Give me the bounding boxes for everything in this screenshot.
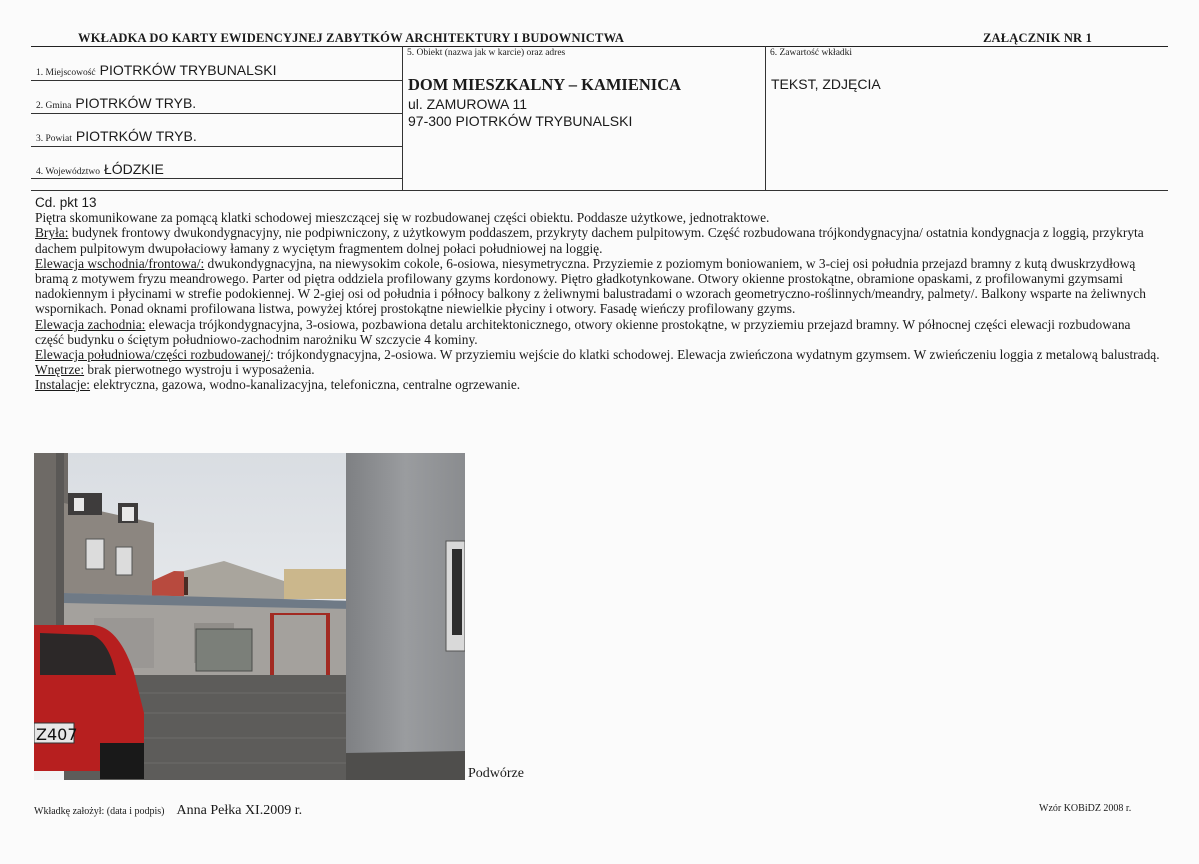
paragraph-south [35, 347, 1160, 377]
row-rule-2 [31, 113, 402, 114]
object-name: DOM MIESZKALNY – KAMIENICA [408, 75, 682, 94]
row-rule-1 [31, 80, 402, 81]
form-bottom-rule [31, 190, 1168, 191]
county-field [36, 128, 197, 146]
county-label: 3. Powiat [36, 134, 72, 144]
voivodeship-label: 4. Województwo [36, 167, 100, 177]
author-label: Wkładkę założył: (data i podpis) [34, 806, 165, 817]
install-text: elektryczna, gazowa, wodno-kanalizacyjna, telefoniczna, centralne ogrzewanie. [90, 377, 521, 393]
west-text: elewacja trójkondygnacyjna, 3-osiowa, pozbawiona detalu architektonicznego, otwory okienne prostokątne, w przyziemiu przejazd bramny. W północnej części elewacji rozbudowana część budynku o ściętym południowo-zachodnim narożniku W szczycie 4 kominy. [35, 316, 1131, 347]
courtyard-photo [34, 453, 465, 780]
description-text [35, 195, 1160, 393]
paragraph-bryla [35, 225, 1160, 255]
form-top-rule [31, 46, 1168, 47]
annex-label: ZAŁĄCZNIK NR 1 [983, 31, 1093, 45]
voivodeship-value: ŁÓDZKIE [103, 161, 164, 177]
commune-field [36, 95, 196, 113]
town-field [36, 62, 277, 80]
commune-label: 2. Gmina [36, 101, 72, 111]
paragraph-east [35, 256, 1160, 317]
county-value: PIOTRKÓW TRYB. [75, 128, 197, 144]
paragraph-intro: Piętra skomunikowane za pomącą klatki schodowej mieszczącej się w rozbudowanej części obiektu. Poddasze użytkowe, jednotraktowe. [35, 210, 770, 226]
town-value: PIOTRKÓW TRYBUNALSKI [99, 62, 277, 78]
photo-caption: Podwórze [468, 766, 524, 781]
paragraph-west [35, 317, 1160, 347]
divider-left [402, 46, 403, 190]
object-city: 97-300 PIOTRKÓW TRYBUNALSKI [408, 113, 633, 129]
bryla-text: budynek frontowy dwukondygnacyjny, nie podpiwniczony, z użytkowym poddaszem, przykryty dachem pulpitowym. Część rozbudowana trójkondygnacyjna/ ostatnia kondygnacja z loggią, przykryta dachem pulpitowym dwupołaciowy łamany z wyciętym fragmentem dolnej połaci południowej na loggię. [35, 225, 1144, 256]
car-plate-text: Z407 [36, 725, 78, 744]
south-text: : trójkondygnacyjna, 2-osiowa. W przyziemiu wejście do klatki schodowej. Elewacja zwieńczona wydatnym gzymsem. W zwieńczeniu loggia z metalową balustradą. [269, 347, 1160, 363]
section-heading: Cd. pkt 13 [35, 195, 97, 210]
east-text: dwukondygnacyjna, na niewysokim cokole, 6-osiowa, niesymetryczna. Przyziemie z poziomym boniowaniem, w 3-ciej osi południa przejazd bramny z kutą dwuskrzydłową bramą z motywem fryzu meandrowego. Parter od piętra oddziela profilowany gzyms kordonowy. Piętro gładkotynkowane. Otwory okienne prostokątne, obramione opaskami, z profilowanymi gzymsami nadokiennym i płycinami w strefie podokiennej. W 2-giej osi od południa i północy balkony z żeliwnymi balustradami o wzorach geometryczno-roślinnych/meandry, palmety/. Balkony wsparte na żeliwnych wspornikach. Ponad oknami profilowana listwa, powyżej której prostokątne niewielkie płyciny i otwory. Fasadę wieńczy profilowany gzyms. [35, 255, 1146, 317]
card-title: WKŁADKA DO KARTY EWIDENCYJNEJ ZABYTKÓW ARCHITEKTURY I BUDOWNICTWA [78, 31, 625, 45]
object-street: ul. ZAMUROWA 11 [408, 96, 528, 112]
courtyard-photo-drawing [34, 453, 465, 780]
paragraph-installations [35, 377, 1160, 392]
row-rule-3 [31, 146, 402, 147]
east-label: Elewacja wschodnia/frontowa/: [35, 255, 205, 271]
town-label: 1. Miejscowość [36, 68, 96, 78]
object-label: 5. Obiekt (nazwa jak w karcie) oraz adres [407, 48, 566, 58]
contents-label: 6. Zawartość wkładki [770, 48, 853, 58]
template-version: Wzór KOBiDZ 2008 r. [1039, 803, 1132, 814]
west-label: Elewacja zachodnia: [35, 316, 146, 332]
divider-right [765, 46, 766, 190]
install-label: Instalacje: [35, 377, 91, 393]
author-field [34, 801, 302, 819]
author-value: Anna Pełka XI.2009 r. [176, 803, 303, 818]
contents-value: TEKST, ZDJĘCIA [771, 76, 881, 92]
commune-value: PIOTRKÓW TRYB. [75, 95, 197, 111]
bryla-label: Bryła: [35, 225, 69, 241]
voivodeship-field [36, 161, 164, 179]
interior-label: Wnętrze: [35, 362, 85, 378]
interior-text: brak pierwotnego wystroju i wyposażenia. [84, 362, 315, 378]
south-label: Elewacja południowa/części rozbudowanej/ [35, 347, 270, 363]
